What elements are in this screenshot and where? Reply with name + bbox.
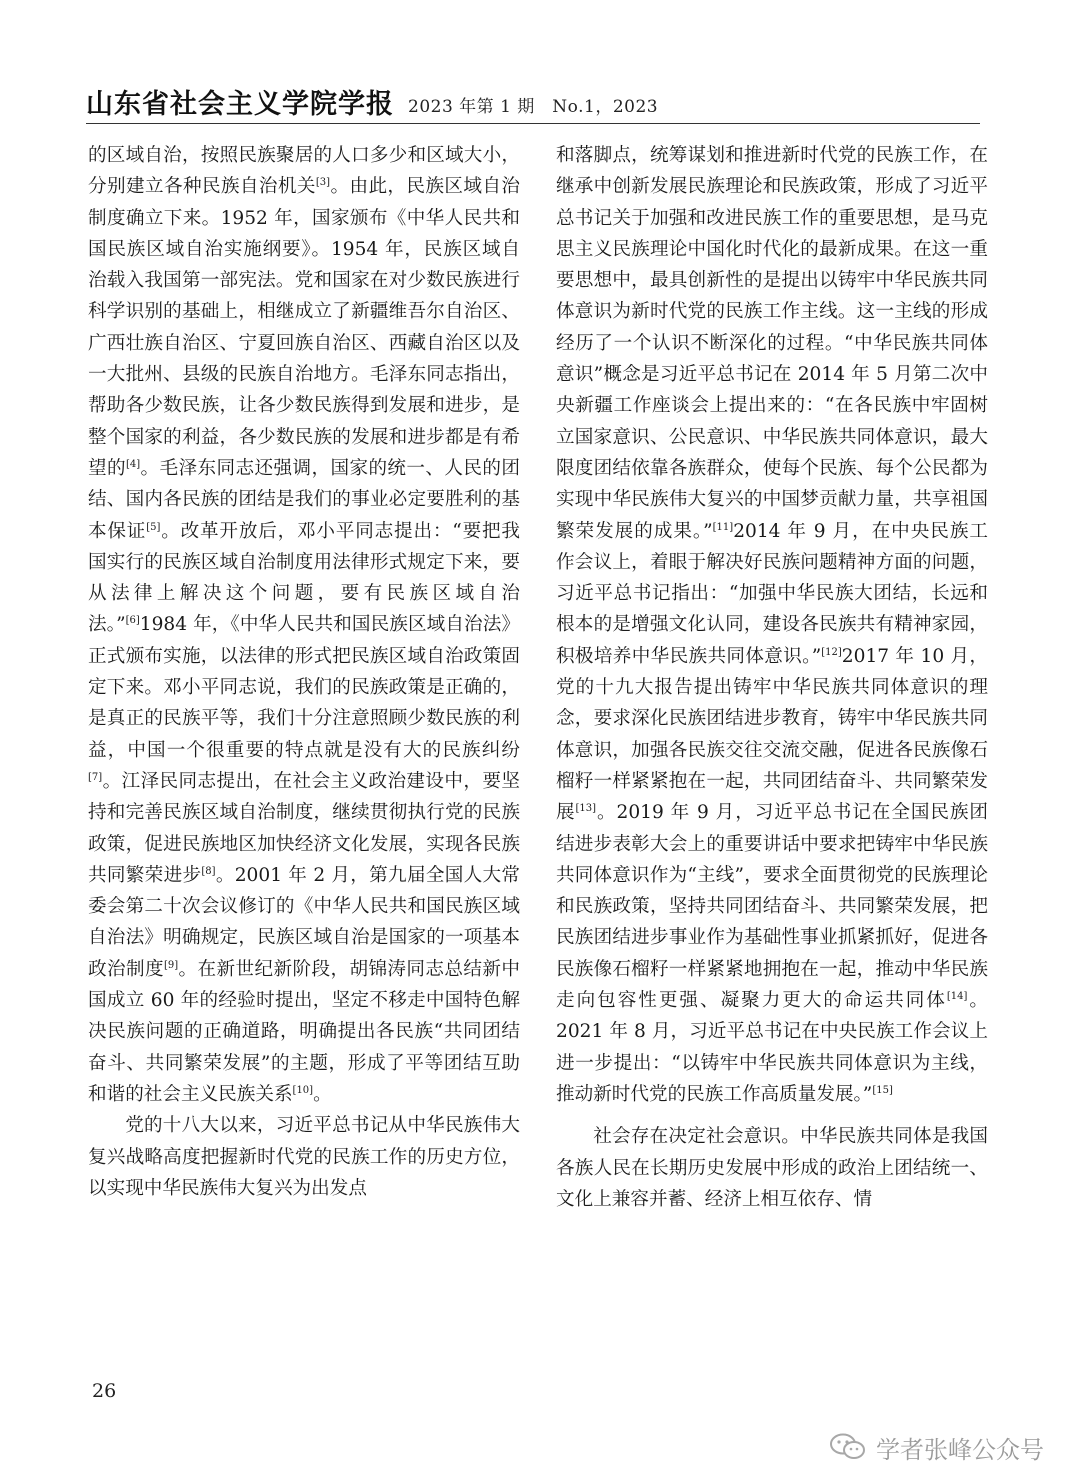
citation-ref: [12]: [821, 646, 842, 658]
text-run: 1984 年，《中华人民共和国民族区域自治法》正式颁布实施，以法律的形式把民族区域自治政策固定下来。邓小平同志说，我们的民族政策是正确的，是真正的民族平等，我们十分注意照顾少数民族的利益，中国一个很重要的特点就是没有大的民族纠纷: [88, 614, 520, 761]
citation-ref: [15]: [872, 1084, 893, 1096]
text-run: 。改革开放后，邓小平同志提出：“要把我国实行的民族区域自治制度用法律形式规定下来，要从法律上解决这个问题，要有民族区域自治法。”: [88, 520, 520, 636]
header-rule: [86, 123, 980, 124]
citation-ref: [6]: [125, 615, 140, 627]
text-run: 。: [313, 1083, 332, 1105]
watermark-text: 学者张峰公众号: [876, 1435, 1044, 1464]
text-run: 2017 年 10 月，党的十九大报告提出铸牢中华民族共同体意识的理念，要求深化民族团结进步教育，铸牢中华民族共同体意识，加强各民族交往交流交融，促进各民族像石榴籽一样紧紧抱在一起，共同团结奋斗、共同繁荣发展: [556, 645, 988, 824]
citation-ref: [10]: [292, 1084, 314, 1096]
citation-ref: [14]: [946, 990, 968, 1002]
text-run: 和落脚点，统筹谋划和推进新时代党的民族工作，在继承中创新发展民族理论和民族政策，形成了习近平总书记关于加强和改进民族工作的重要思想，是马克思主义民族理论中国化时代化的最新成果。在这一重要思想中，最具创新性的是提出以铸牢中华民族共同体意识为新时代党的民族工作主线。这一主线的形成经历了一个认识不断深化的过程。“中华民族共同体意识”概念是习近平总书记在 2014 年 5 月第二次中央新疆工作座谈会上提出来的：“在各民族中牢固树立国家意识、公民意识、中华民族共同体意识，最大限度团结依靠各族群众，使每个民族、每个公民都为实现中华民族伟大复兴的中国梦贡献力量，共享祖国繁荣发展的成果。”: [556, 145, 988, 542]
text-run: 党的十八大以来，习近平总书记从中华民族伟大复兴战略高度把握新时代党的民族工作的历史方位，以实现中华民族伟大复兴为出发点: [88, 1115, 520, 1199]
left-column: [88, 140, 520, 1204]
text-run: 的区域自治，按照民族聚居的人口多少和区域大小，分别建立各种民族自治机关: [88, 145, 520, 198]
issue-info: 2023 年第 1 期 No.1，2023: [408, 97, 659, 117]
paragraph: [556, 140, 988, 1110]
text-run: 。2019 年 9 月，习近平总书记在全国民族团结进步表彰大会上的重要讲话中要求把铸牢中华民族共同体意识作为“主线”，要求全面贯彻党的民族理论和民族政策，坚持共同团结奋斗、共同繁荣发展，把民族团结进步事业作为基础性事业抓紧抓好，促进各民族像石榴籽一样紧紧地拥抱在一起，推动中华民族走向包容性更强、凝聚力更大的命运共同体: [556, 802, 988, 1012]
text-run: 。毛泽东同志还强调，国家的统一、人民的团结、国内各民族的团结是我们的事业必定要胜利的基本保证: [88, 457, 520, 542]
text-run: 。由此，民族区域自治制度确立下来。1952 年，国家颁布《中华人民共和国民族区域自治实施纲要》。1954 年，民族区域自治载入我国第一部宪法。党和国家在对少数民族进行科学识别的基础上，相继成立了新疆维吾尔自治区、广西壮族自治区、宁夏回族自治区、西藏自治区以及一大批州、县级的民族自治地方。毛泽东同志指出，帮助各少数民族，让各少数民族得到发展和进步，是整个国家的利益，各少数民族的发展和进步都是有希望的: [88, 176, 520, 479]
text-run: 社会存在决定社会意识。中华民族共同体是我国各族人民在长期历史发展中形成的政治上团结统一、文化上兼容并蓄、经济上相互依存、情: [556, 1126, 988, 1210]
citation-ref: [3]: [315, 177, 331, 189]
paragraph: [556, 1121, 988, 1215]
citation-ref: [4]: [125, 458, 141, 470]
text-run: 。在新世纪新阶段，胡锦涛同志总结新中国成立 60 年的经验时提出，坚定不移走中国特色解决民族问题的正确道路，明确提出各民族“共同团结奋斗、共同繁荣发展”的主题，形成了平等团结互助和谐的社会主义民族关系: [88, 958, 520, 1105]
wechat-icon: [828, 1432, 868, 1462]
running-header: [86, 82, 980, 122]
text-run: 。2001 年 2 月，第九届全国人大常委会第二十次会议修订的《中华人民共和国民族区域自治法》明确规定，民族区域自治是国家的一项基本政治制度: [88, 864, 520, 980]
citation-ref: [9]: [163, 959, 179, 971]
watermark: [828, 1430, 1044, 1464]
paragraph: [88, 140, 520, 1110]
right-column: [556, 140, 988, 1215]
text-run: 。2021 年 8 月，习近平总书记在中央民族工作会议上进一步提出：“以铸牢中华民族共同体意识为主线，推动新时代党的民族工作高质量发展。”: [556, 990, 988, 1105]
citation-ref: [8]: [201, 865, 216, 877]
paragraph: [88, 1110, 520, 1204]
citation-ref: [7]: [88, 771, 103, 783]
citation-ref: [5]: [146, 521, 161, 533]
citation-ref: [11]: [712, 521, 734, 533]
citation-ref: [13]: [575, 803, 597, 815]
page-number: 26: [92, 1380, 117, 1402]
text-run: 。江泽民同志提出，在社会主义政治建设中，要坚持和完善民族区域自治制度，继续贯彻执行党的民族政策，促进民族地区加快经济文化发展，实现各民族共同繁荣进步: [88, 770, 520, 886]
journal-name: 山东省社会主义学院学报: [86, 89, 394, 120]
text-run: 2014 年 9 月，在中央民族工作会议上，着眼于解决好民族问题精神方面的问题，习近平总书记指出：“加强中华民族大团结，长远和根本的是增强文化认同，建设各民族共有精神家园，积极培养中华民族共同体意识。”: [556, 520, 988, 667]
